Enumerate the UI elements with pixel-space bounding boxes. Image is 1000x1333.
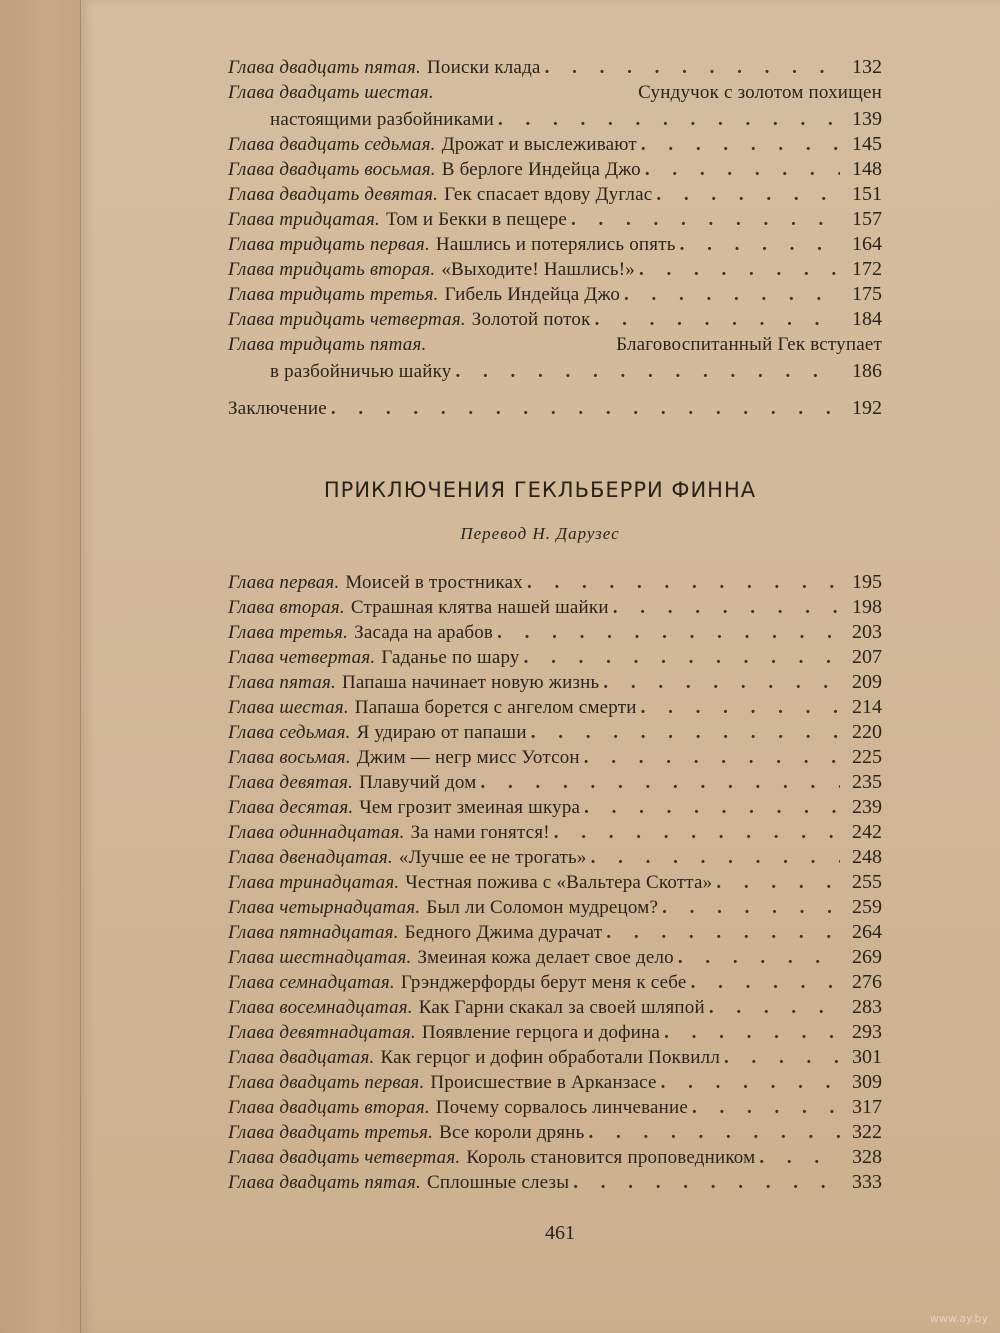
chapter-label: Глава тридцать пятая. (228, 334, 427, 355)
chapter-label: Глава девятнадцатая. (228, 1022, 416, 1043)
chapter-title: Золотой поток (471, 309, 591, 330)
toc-entry[interactable] (228, 995, 882, 1020)
leader-dots (709, 995, 840, 1020)
conclusion-page-number: 192 (852, 397, 882, 419)
toc-part-2 (228, 570, 882, 1195)
chapter-page-number: 239 (852, 796, 882, 818)
chapter-label: Глава четырнадцатая. (228, 897, 421, 918)
chapter-label: Глава двадцать седьмая. (228, 134, 436, 155)
toc-entry[interactable] (228, 970, 882, 995)
chapter-title-continued: в разбойничью шайку (270, 361, 452, 382)
toc-entry[interactable] (228, 1045, 882, 1070)
chapter-page-number: 132 (852, 56, 882, 78)
chapter-label: Глава тридцать первая. (228, 234, 430, 255)
chapter-title: Честная пожива с «Вальтера Скотта» (405, 872, 713, 893)
leader-dots (645, 157, 840, 182)
chapter-label: Глава двадцать вторая. (228, 1097, 430, 1118)
chapter-title: Джим — негр мисс Уотсон (356, 747, 580, 768)
leader-dots (331, 396, 840, 421)
chapter-title: Чем грозит змеиная шкура (359, 797, 581, 818)
toc-entry[interactable] (228, 695, 882, 720)
toc-entry[interactable] (228, 945, 882, 970)
chapter-title: Нашлись и потерялись опять (435, 234, 676, 255)
leader-dots (527, 570, 840, 595)
leader-dots (664, 1020, 840, 1045)
chapter-page-number: 235 (852, 771, 882, 793)
chapter-title: Был ли Соломон мудрецом? (426, 897, 659, 918)
chapter-label: Глава двадцать четвертая. (228, 1147, 461, 1168)
chapter-title: Грэнджерфорды берут меня к себе (400, 972, 687, 993)
chapter-page-number: 207 (852, 646, 882, 668)
toc-entry-conclusion[interactable] (228, 396, 882, 421)
chapter-title: Папаша борется с ангелом смерти (354, 697, 637, 718)
toc-entry[interactable] (228, 55, 882, 80)
translator-credit: Перевод Н. Дарузес (460, 524, 620, 543)
chapter-title: Гаданье по шару (381, 647, 520, 668)
toc-entry[interactable] (228, 282, 882, 307)
leader-dots (498, 107, 840, 133)
toc-entry[interactable] (228, 232, 882, 257)
leader-dots (584, 795, 840, 820)
leader-dots (589, 1120, 840, 1145)
toc-entry[interactable] (228, 845, 882, 870)
chapter-label: Глава восьмая. (228, 747, 351, 768)
facing-page-edge (0, 0, 80, 1333)
chapter-label: Глава тридцать вторая. (228, 259, 436, 280)
chapter-title: Папаша начинает новую жизнь (341, 672, 600, 693)
chapter-page-number: 184 (852, 308, 882, 330)
leader-dots (571, 207, 840, 232)
leader-dots (603, 670, 840, 695)
chapter-page-number: 164 (852, 233, 882, 255)
leader-dots (573, 1170, 840, 1195)
toc-entry[interactable] (228, 1070, 882, 1095)
chapter-title: Появление герцога и дофина (421, 1022, 661, 1043)
chapter-label: Глава двадцатая. (228, 1047, 375, 1068)
chapter-title: Как Гарни скакал за своей шляпой (418, 997, 705, 1018)
chapter-page-number: 242 (852, 821, 882, 843)
chapter-page-number: 172 (852, 258, 882, 280)
toc-entry[interactable] (228, 620, 882, 645)
toc-entry[interactable] (228, 1020, 882, 1045)
chapter-label: Глава вторая. (228, 597, 345, 618)
leader-dots (656, 182, 840, 207)
toc-entry[interactable] (228, 795, 882, 820)
chapter-label: Глава двадцать девятая. (228, 184, 439, 205)
chapter-title: Почему сорвалось линчевание (435, 1097, 689, 1118)
chapter-page-number: 269 (852, 946, 882, 968)
leader-dots (724, 1045, 840, 1070)
leader-dots (606, 920, 840, 945)
leader-dots (716, 870, 840, 895)
toc-entry[interactable] (228, 1145, 882, 1170)
chapter-page-number: 248 (852, 846, 882, 868)
toc-entry[interactable] (228, 1170, 882, 1195)
chapter-page-number: 151 (852, 183, 882, 205)
section-heading: ПРИКЛЮЧЕНИЯ ГЕКЛЬБЕРРИ ФИННА (323, 478, 757, 502)
toc-entry[interactable] (228, 207, 882, 232)
toc-entry[interactable] (228, 670, 882, 695)
chapter-label: Глава тридцатая. (228, 209, 380, 230)
leader-dots (584, 745, 840, 770)
leader-dots (545, 55, 840, 80)
chapter-title: Гибель Индейца Джо (444, 284, 621, 305)
chapter-page-number: 293 (852, 1021, 882, 1043)
chapter-page-number: 195 (852, 571, 882, 593)
chapter-page-number: 148 (852, 158, 882, 180)
toc-entry[interactable] (228, 920, 882, 945)
chapter-page-number: 301 (852, 1046, 882, 1068)
chapter-page-number: 276 (852, 971, 882, 993)
chapter-title: Том и Бекки в пещере (385, 209, 568, 230)
leader-dots (691, 970, 840, 995)
chapter-label: Глава двадцать шестая. (228, 82, 434, 103)
toc-entry[interactable] (228, 820, 882, 845)
toc-entry[interactable] (228, 770, 882, 795)
chapter-label: Глава двадцать пятая. (228, 1172, 421, 1193)
chapter-page-number: 259 (852, 896, 882, 918)
chapter-page-number: 139 (852, 108, 882, 130)
leader-dots (692, 1095, 840, 1120)
toc-entry[interactable] (228, 645, 882, 670)
chapter-title: Сундучок с золотом похищен (638, 82, 882, 103)
chapter-title: Я удираю от папаши (356, 722, 527, 743)
leader-dots (759, 1145, 840, 1170)
chapter-title: Моисей в тростниках (345, 572, 524, 593)
chapter-label: Глава тринадцатая. (228, 872, 400, 893)
chapter-page-number: 175 (852, 283, 882, 305)
leader-dots (591, 845, 840, 870)
chapter-page-number: 157 (852, 208, 882, 230)
leader-dots (639, 257, 840, 282)
leader-dots (680, 232, 840, 257)
chapter-title: «Лучше ее не трогать» (398, 847, 587, 868)
chapter-label: Глава седьмая. (228, 722, 351, 743)
chapter-label: Глава двадцать первая. (228, 1072, 425, 1093)
chapter-title: Король становится проповедником (466, 1147, 756, 1168)
leader-dots (595, 307, 840, 332)
chapter-page-number: 333 (852, 1171, 882, 1193)
chapter-page-number: 145 (852, 133, 882, 155)
chapter-page-number: 209 (852, 671, 882, 693)
chapter-page-number: 264 (852, 921, 882, 943)
chapter-page-number: 198 (852, 596, 882, 618)
page-number: 461 (545, 1222, 575, 1244)
leader-dots (678, 945, 840, 970)
leader-dots (497, 620, 840, 645)
chapter-title: Страшная клятва нашей шайки (350, 597, 609, 618)
leader-dots (531, 720, 840, 745)
chapter-title: Засада на арабов (354, 622, 494, 643)
chapter-title: За нами гонятся! (410, 822, 550, 843)
chapter-label: Глава семнадцатая. (228, 972, 395, 993)
chapter-title: Гек спасает вдову Дуглас (444, 184, 653, 205)
chapter-title: Плавучий дом (359, 772, 477, 793)
spacer (228, 384, 882, 396)
chapter-page-number: 186 (852, 360, 882, 382)
chapter-label: Глава двадцать пятая. (228, 57, 421, 78)
chapter-page-number: 317 (852, 1096, 882, 1118)
chapter-title: В берлоге Индейца Джо (441, 159, 641, 180)
chapter-label: Глава восемнадцатая. (228, 997, 413, 1018)
leader-dots (480, 770, 840, 795)
toc-entry[interactable] (228, 257, 882, 282)
toc-entry[interactable] (228, 570, 882, 595)
chapter-page-number: 203 (852, 621, 882, 643)
chapter-label: Глава шестая. (228, 697, 349, 718)
chapter-title: Сплошные слезы (426, 1172, 570, 1193)
chapter-title: Поиски клада (426, 57, 541, 78)
chapter-title: Благовоспитанный Гек вступает (616, 334, 882, 355)
chapter-label: Глава тридцать третья. (228, 284, 439, 305)
chapter-label: Глава первая. (228, 572, 340, 593)
chapter-title: Все короли дрянь (439, 1122, 585, 1143)
leader-dots (662, 895, 840, 920)
chapter-page-number: 322 (852, 1121, 882, 1143)
toc-entry[interactable] (228, 80, 882, 132)
chapter-page-number: 283 (852, 996, 882, 1018)
chapter-title-continued: настоящими разбойниками (270, 109, 494, 130)
chapter-label: Глава шестнадцатая. (228, 947, 412, 968)
chapter-title: Дрожат и выслеживают (441, 134, 637, 155)
toc-entry[interactable] (228, 157, 882, 182)
toc-entry[interactable] (228, 595, 882, 620)
chapter-label: Глава двадцать третья. (228, 1122, 434, 1143)
chapter-label: Глава двадцать восьмая. (228, 159, 436, 180)
leader-dots (613, 595, 840, 620)
toc-entry[interactable] (228, 1095, 882, 1120)
chapter-title: «Выходите! Нашлись!» (441, 259, 636, 280)
leader-dots (661, 1070, 840, 1095)
leader-dots (624, 282, 840, 307)
chapter-label: Глава девятая. (228, 772, 354, 793)
toc-entry[interactable] (228, 870, 882, 895)
chapter-page-number: 220 (852, 721, 882, 743)
toc-entry[interactable] (228, 307, 882, 332)
chapter-label: Глава тридцать четвертая. (228, 309, 466, 330)
toc-entry[interactable] (228, 745, 882, 770)
toc-entry[interactable] (228, 895, 882, 920)
leader-dots (641, 695, 840, 720)
leader-dots (641, 132, 840, 157)
chapter-label: Глава третья. (228, 622, 349, 643)
toc-entry[interactable] (228, 1120, 882, 1145)
chapter-page-number: 309 (852, 1071, 882, 1093)
chapter-label: Глава одиннадцатая. (228, 822, 405, 843)
toc-entry[interactable] (228, 720, 882, 745)
chapter-page-number: 255 (852, 871, 882, 893)
conclusion-title: Заключение (228, 398, 327, 419)
chapter-label: Глава пятнадцатая. (228, 922, 399, 943)
toc-entry[interactable] (228, 132, 882, 157)
leader-dots (554, 820, 840, 845)
chapter-page-number: 214 (852, 696, 882, 718)
chapter-label: Глава четвертая. (228, 647, 376, 668)
chapter-label: Глава двенадцатая. (228, 847, 393, 868)
chapter-label: Глава десятая. (228, 797, 354, 818)
chapter-title: Змеиная кожа делает свое дело (417, 947, 674, 968)
chapter-title: Происшествие в Арканзасе (430, 1072, 657, 1093)
chapter-label: Глава пятая. (228, 672, 336, 693)
toc-entry[interactable] (228, 332, 882, 384)
toc-entry[interactable] (228, 182, 882, 207)
watermark: www.ay.by (929, 1312, 988, 1325)
chapter-title: Как герцог и дофин обработали Поквилл (380, 1047, 721, 1068)
leader-dots (524, 645, 840, 670)
chapter-page-number: 328 (852, 1146, 882, 1168)
leader-dots (456, 359, 841, 385)
chapter-title: Бедного Джима дурачат (404, 922, 603, 943)
chapter-page-number: 225 (852, 746, 882, 768)
toc-part-1 (228, 55, 882, 421)
